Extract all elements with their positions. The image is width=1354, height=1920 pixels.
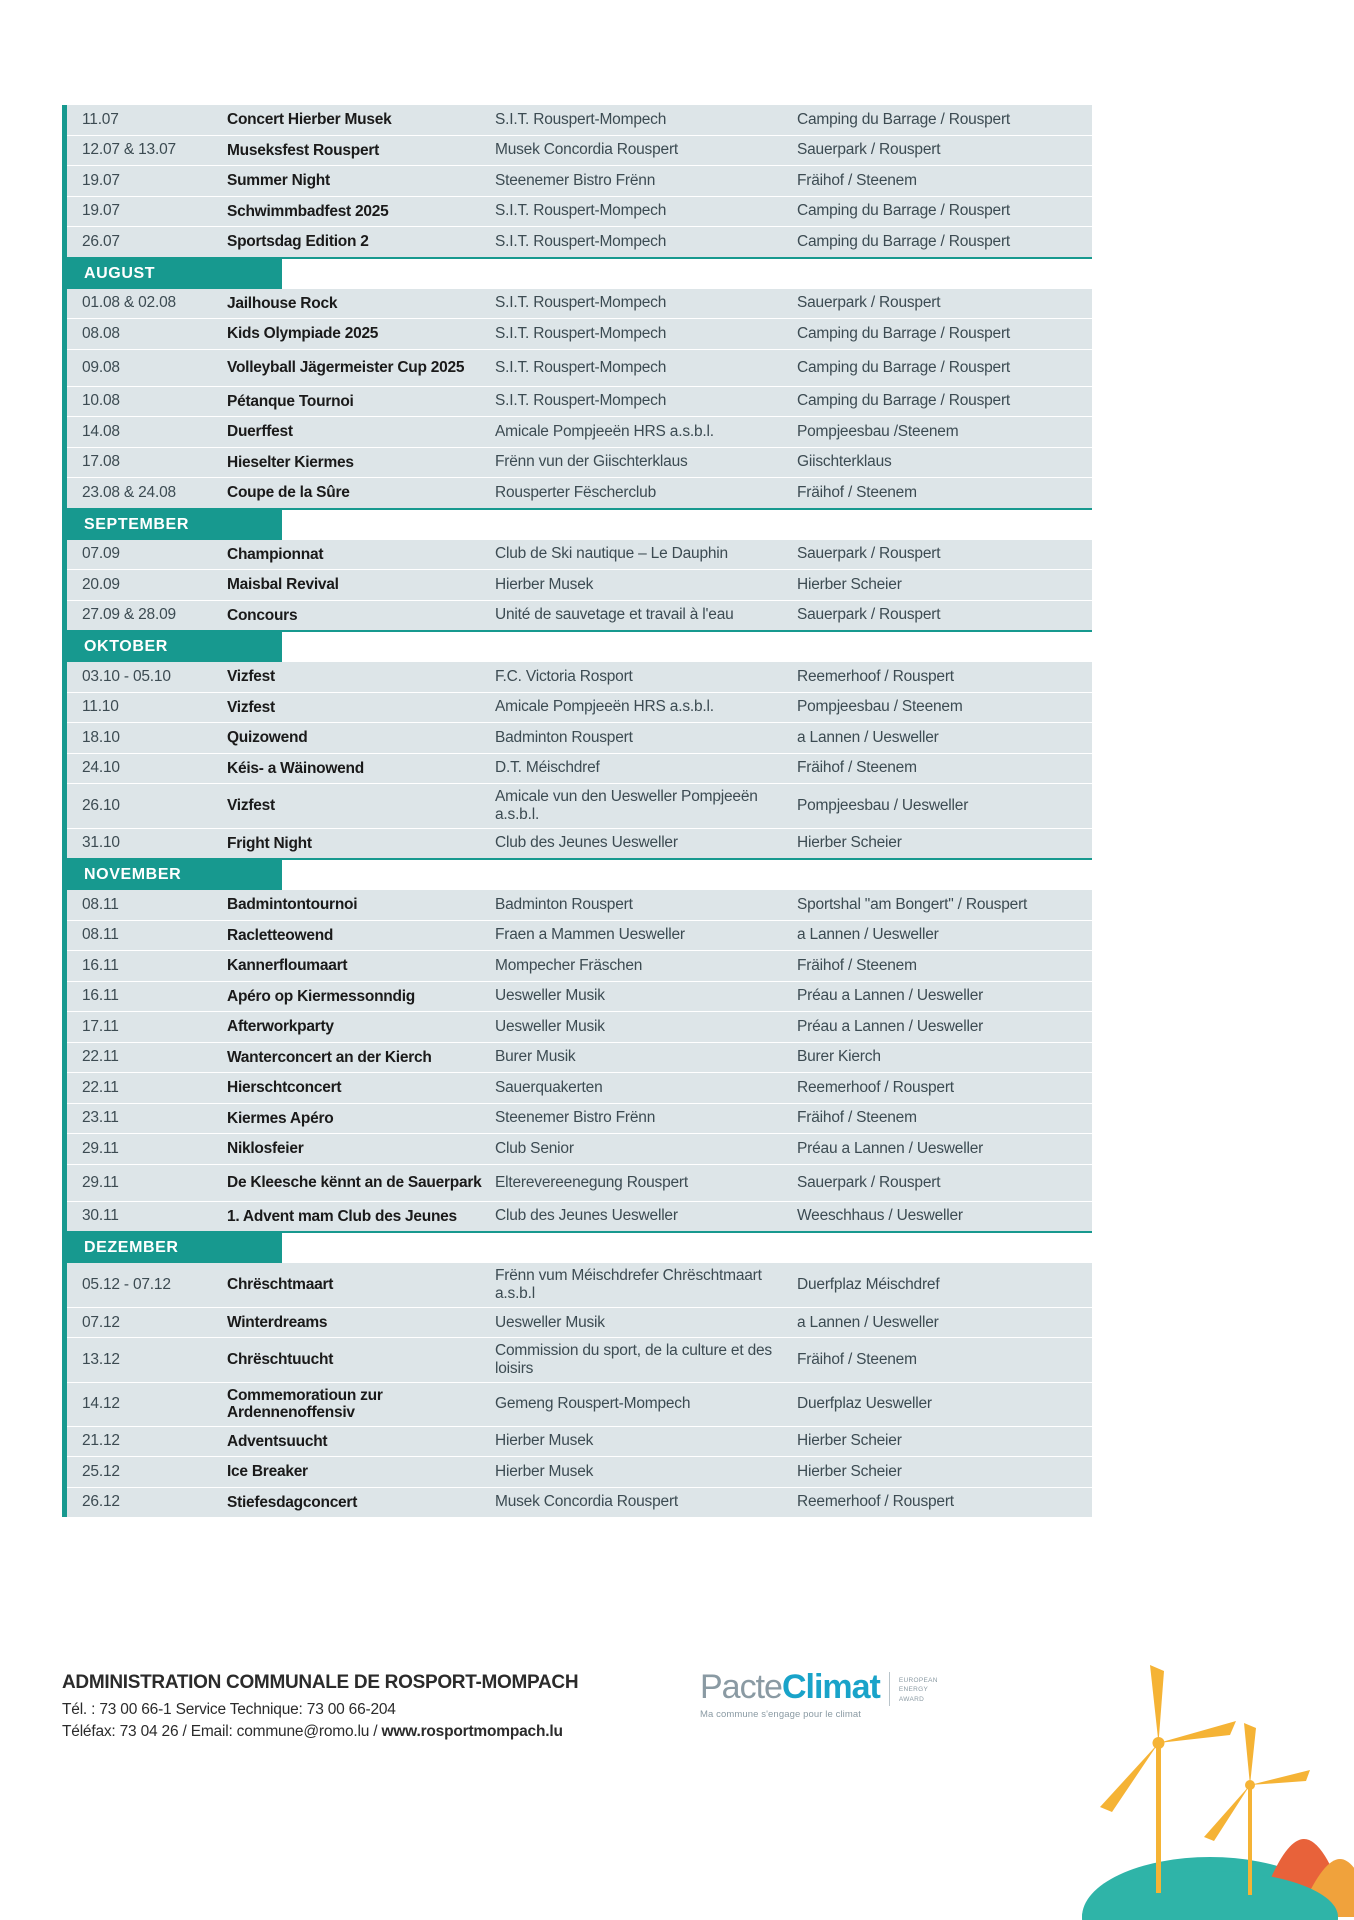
event-location: Reemerhoof / Rouspert xyxy=(797,667,954,685)
event-date: 19.07 xyxy=(82,202,120,220)
event-organiser: Uesweller Musik xyxy=(495,1017,605,1035)
event-title: Championnat xyxy=(227,545,324,563)
event-date: 22.11 xyxy=(82,1078,119,1096)
event-location: Camping du Barrage / Rouspert xyxy=(797,358,1011,376)
event-date: 26.07 xyxy=(82,232,120,250)
table-row xyxy=(67,1263,1092,1307)
event-organiser: Fraen a Mammen Uesweller xyxy=(495,926,685,944)
event-organiser: Amicale Pompjeeën HRS a.s.b.l. xyxy=(495,422,714,440)
windmill-graphic-svg xyxy=(1060,1655,1354,1920)
event-date: 27.09 & 28.09 xyxy=(82,606,176,624)
event-organiser: S.I.T. Rouspert-Mompech xyxy=(495,324,667,342)
event-organiser: Club des Jeunes Uesweller xyxy=(495,1207,678,1225)
event-title: Wanterconcert an der Kierch xyxy=(227,1048,432,1066)
event-location: Sauerpark / Rouspert xyxy=(797,606,941,624)
event-date: 14.12 xyxy=(82,1395,120,1413)
event-date: 31.10 xyxy=(82,834,120,852)
event-organiser: Hierber Musek xyxy=(495,575,594,593)
month-header-band xyxy=(62,1233,1092,1263)
event-organiser: Sauerquakerten xyxy=(495,1078,603,1096)
event-date: 30.11 xyxy=(82,1207,119,1225)
phone-line: Tél. : 73 00 66-1 Service Technique: 73 00 66-204 xyxy=(62,1701,396,1718)
event-organiser: Musek Concordia Rouspert xyxy=(495,1493,679,1511)
table-row xyxy=(67,693,1092,723)
event-title: Hierschtconcert xyxy=(227,1079,342,1097)
event-location: Camping du Barrage / Rouspert xyxy=(797,392,1011,410)
event-location: Fräihof / Steenem xyxy=(797,1351,917,1369)
event-location: Sauerpark / Rouspert xyxy=(797,294,941,312)
logo-word-climat: Climat xyxy=(781,1668,880,1706)
event-title: Winterdreams xyxy=(227,1313,328,1331)
month-label: NOVEMBER xyxy=(84,866,182,884)
event-title: 1. Advent mam Club des Jeunes xyxy=(227,1207,457,1225)
month-header-august xyxy=(62,259,282,289)
event-date: 17.08 xyxy=(82,453,120,471)
logo-word-pacte: Pacte xyxy=(700,1668,782,1706)
table-row xyxy=(67,754,1092,784)
table-row xyxy=(67,540,1092,570)
event-title: Ice Breaker xyxy=(227,1463,308,1481)
fax-email-line xyxy=(62,1723,1092,1741)
event-location: Weeschhaus / Uesweller xyxy=(797,1207,963,1225)
table-row xyxy=(67,890,1092,920)
event-organiser: Steenemer Bistro Frënn xyxy=(495,1109,656,1127)
event-location: a Lannen / Uesweller xyxy=(797,1313,939,1331)
event-date: 19.07 xyxy=(82,171,120,189)
event-organiser: Unité de sauvetage et travail à l'eau xyxy=(495,606,734,624)
event-title: Concours xyxy=(227,606,298,624)
table-row xyxy=(67,1134,1092,1164)
event-date: 08.08 xyxy=(82,324,120,342)
table-row xyxy=(67,448,1092,478)
event-date: 23.08 & 24.08 xyxy=(82,483,176,501)
event-title: Racletteowend xyxy=(227,926,334,944)
event-organiser: Amicale Pompjeeën HRS a.s.b.l. xyxy=(495,698,714,716)
table-row xyxy=(67,662,1092,692)
event-date: 03.10 - 05.10 xyxy=(82,667,171,685)
month-header-dezember xyxy=(62,1233,282,1263)
event-organiser: Hierber Musek xyxy=(495,1432,594,1450)
event-organiser: Uesweller Musik xyxy=(495,1313,605,1331)
table-row xyxy=(67,921,1092,951)
event-title: Adventsuucht xyxy=(227,1432,328,1450)
event-location: Camping du Barrage / Rouspert xyxy=(797,232,1011,250)
event-organiser: Gemeng Rouspert-Mompech xyxy=(495,1395,691,1413)
event-location: Sauerpark / Rouspert xyxy=(797,141,941,159)
event-location: Giischterklaus xyxy=(797,453,892,471)
calendar-body xyxy=(62,105,1092,1517)
event-location: Préau a Lannen / Uesweller xyxy=(797,987,984,1005)
event-date: 07.09 xyxy=(82,545,120,563)
event-organiser: S.I.T. Rouspert-Mompech xyxy=(495,358,667,376)
event-title: Chrëschtmaart xyxy=(227,1276,334,1294)
month-header-band xyxy=(62,860,1092,890)
award-line-2: ENERGY xyxy=(898,1686,929,1694)
month-header-oktober xyxy=(62,632,282,662)
event-location: Fräihof / Steenem xyxy=(797,956,917,974)
event-organiser: Rousperter Fëscherclub xyxy=(495,483,657,501)
table-row xyxy=(67,829,1092,859)
event-date: 11.07 xyxy=(82,110,119,128)
event-location: Pompjeesbau / Uesweller xyxy=(797,796,969,814)
event-organiser: S.I.T. Rouspert-Mompech xyxy=(495,202,667,220)
event-location: Duerfplaz Uesweller xyxy=(797,1395,932,1413)
event-organiser: Club de Ski nautique – Le Dauphin xyxy=(495,545,728,563)
table-row xyxy=(67,1012,1092,1042)
table-row xyxy=(67,1488,1092,1518)
event-date: 29.11 xyxy=(82,1173,119,1191)
event-location: Reemerhoof / Rouspert xyxy=(797,1493,954,1511)
table-row xyxy=(67,1308,1092,1338)
event-date: 11.10 xyxy=(82,698,119,716)
table-row xyxy=(67,1457,1092,1487)
event-date: 12.07 & 13.07 xyxy=(82,141,176,159)
event-location: Hierber Scheier xyxy=(797,834,902,852)
events-calendar-table xyxy=(62,105,1092,1517)
table-row xyxy=(67,289,1092,319)
event-location: a Lannen / Uesweller xyxy=(797,728,939,746)
event-location: Hierber Scheier xyxy=(797,1462,902,1480)
table-row xyxy=(67,166,1092,196)
event-date: 18.10 xyxy=(82,728,120,746)
event-location: Hierber Scheier xyxy=(797,575,902,593)
table-row xyxy=(67,723,1092,753)
event-location: Préau a Lannen / Uesweller xyxy=(797,1139,984,1157)
event-date: 22.11 xyxy=(82,1048,119,1066)
event-title: Museksfest Rouspert xyxy=(227,141,380,159)
event-location: a Lannen / Uesweller xyxy=(797,926,939,944)
event-title: Volleyball Jägermeister Cup 2025 xyxy=(227,358,465,376)
event-date: 26.12 xyxy=(82,1493,120,1511)
table-row xyxy=(67,1338,1092,1382)
website-link[interactable]: www.rosportmompach.lu xyxy=(381,1723,563,1740)
event-organiser: Amicale vun den Uesweller Pompjeeën a.s.b.l. xyxy=(495,788,758,823)
event-location: Duerfplaz Méischdref xyxy=(797,1276,940,1294)
event-date: 01.08 & 02.08 xyxy=(82,294,176,312)
table-row xyxy=(67,1165,1092,1201)
table-row xyxy=(67,1427,1092,1457)
table-row xyxy=(67,417,1092,447)
event-location: Préau a Lannen / Uesweller xyxy=(797,1017,984,1035)
table-row xyxy=(67,478,1092,508)
month-header-band xyxy=(62,259,1092,289)
event-date: 08.11 xyxy=(82,926,119,944)
event-title: Stiefesdagconcert xyxy=(227,1493,358,1511)
event-organiser: Steenemer Bistro Frënn xyxy=(495,171,656,189)
event-title: Maisbal Revival xyxy=(227,576,339,594)
event-title: Kiermes Apéro xyxy=(227,1109,334,1127)
event-organiser: Mompecher Fräschen xyxy=(495,956,643,974)
table-row xyxy=(67,784,1092,828)
event-organiser: Club Senior xyxy=(495,1139,574,1157)
event-title: Vizfest xyxy=(227,797,275,815)
event-title: De Kleesche kënnt an de Sauerpark xyxy=(227,1173,482,1191)
event-date: 20.09 xyxy=(82,575,120,593)
event-organiser: Musek Concordia Rouspert xyxy=(495,141,679,159)
event-title: Kids Olympiade 2025 xyxy=(227,325,379,343)
event-title: Schwimmbadfest 2025 xyxy=(227,202,389,220)
event-date: 21.12 xyxy=(82,1432,120,1450)
month-label: AUGUST xyxy=(84,264,156,282)
event-organiser: S.I.T. Rouspert-Mompech xyxy=(495,110,667,128)
event-date: 07.12 xyxy=(82,1313,120,1331)
event-location: Hierber Scheier xyxy=(797,1432,902,1450)
event-organiser: S.I.T. Rouspert-Mompech xyxy=(495,392,667,410)
event-title: Jailhouse Rock xyxy=(227,294,338,312)
table-row xyxy=(67,982,1092,1012)
commune-name: ADMINISTRATION COMMUNALE DE ROSPORT-MOMPACH xyxy=(62,1672,579,1693)
event-title: Commemoratioun zur Ardennenoffensiv xyxy=(227,1386,383,1422)
table-row xyxy=(67,1043,1092,1073)
event-date: 16.11 xyxy=(82,987,119,1005)
event-location: Pompjeesbau / Steenem xyxy=(797,698,963,716)
table-row xyxy=(67,1383,1092,1426)
event-title: Badmintontournoi xyxy=(227,896,358,914)
fax-email-text: Téléfax: 73 04 26 / Email: commune@romo.lu / xyxy=(62,1723,382,1740)
event-title: Afterworkparty xyxy=(227,1018,334,1036)
event-title: Vizfest xyxy=(227,668,275,686)
event-title: Duerffest xyxy=(227,423,293,441)
event-location: Fräihof / Steenem xyxy=(797,1109,917,1127)
table-row xyxy=(67,1202,1092,1232)
event-date: 09.08 xyxy=(82,358,120,376)
event-location: Pompjeesbau /Steenem xyxy=(797,422,959,440)
european-energy-award-badge xyxy=(899,1668,938,1704)
event-date: 29.11 xyxy=(82,1139,119,1157)
month-header-band xyxy=(62,632,1092,662)
event-organiser: Club des Jeunes Uesweller xyxy=(495,834,678,852)
event-date: 23.11 xyxy=(82,1109,119,1127)
event-date: 26.10 xyxy=(82,796,120,814)
month-label: OKTOBER xyxy=(84,638,168,655)
event-location: Reemerhoof / Rouspert xyxy=(797,1078,954,1096)
event-title: Kannerfloumaart xyxy=(227,957,348,975)
event-organiser: Elterevereenegung Rouspert xyxy=(495,1173,688,1191)
event-organiser: F.C. Victoria Rosport xyxy=(495,667,633,685)
event-location: Fräihof / Steenem xyxy=(797,759,917,777)
event-organiser: S.I.T. Rouspert-Mompech xyxy=(495,294,667,312)
event-location: Sauerpark / Rouspert xyxy=(797,545,941,563)
award-line-3: AWARD xyxy=(898,1695,925,1703)
event-title: Quizowend xyxy=(227,729,308,747)
event-date: 25.12 xyxy=(82,1462,120,1480)
event-date: 14.08 xyxy=(82,422,120,440)
event-location: Fräihof / Steenem xyxy=(797,171,917,189)
event-title: Niklosfeier xyxy=(227,1140,304,1158)
event-title: Coupe de la Sûre xyxy=(227,484,350,502)
table-row xyxy=(67,387,1092,417)
event-title: Summer Night xyxy=(227,172,330,190)
event-title: Kéis- a Wäinowend xyxy=(227,759,364,777)
event-location: Camping du Barrage / Rouspert xyxy=(797,202,1011,220)
month-header-band xyxy=(62,510,1092,540)
event-organiser: Uesweller Musik xyxy=(495,987,605,1005)
event-organiser: Frënn vun der Giischterklaus xyxy=(495,453,688,471)
event-organiser: Burer Musik xyxy=(495,1048,576,1066)
logo-wordmark-row xyxy=(700,1668,980,1707)
award-line-1: EUROPEAN xyxy=(898,1677,938,1684)
event-date: 13.12 xyxy=(82,1351,120,1369)
table-row xyxy=(67,1104,1092,1134)
table-row xyxy=(67,1073,1092,1103)
table-row xyxy=(67,601,1092,631)
event-organiser: Badminton Rouspert xyxy=(495,728,633,746)
event-date: 10.08 xyxy=(82,392,120,410)
table-row xyxy=(67,319,1092,349)
event-title: Vizfest xyxy=(227,698,275,716)
event-title: Apéro op Kiermessonndig xyxy=(227,987,416,1005)
pacte-climat-logo xyxy=(700,1668,980,1720)
month-header-september xyxy=(62,510,282,540)
event-location: Fräihof / Steenem xyxy=(797,483,917,501)
event-organiser: Badminton Rouspert xyxy=(495,895,633,913)
event-title: Hieselter Kiermes xyxy=(227,453,354,471)
event-title: Chrëschtuucht xyxy=(227,1351,334,1369)
month-header-november xyxy=(62,860,282,890)
event-date: 16.11 xyxy=(82,956,119,974)
table-row xyxy=(67,136,1092,166)
event-organiser: Commission du sport, de la culture et des loisirs xyxy=(495,1342,772,1378)
event-date: 05.12 - 07.12 xyxy=(82,1275,171,1293)
event-title: Sportsdag Edition 2 xyxy=(227,233,369,251)
table-row xyxy=(67,227,1092,257)
windmill-illustration xyxy=(1060,1655,1354,1920)
event-location: Camping du Barrage / Rouspert xyxy=(797,324,1011,342)
event-location: Camping du Barrage / Rouspert xyxy=(797,110,1011,128)
logo-divider xyxy=(889,1672,890,1706)
event-date: 17.11 xyxy=(82,1017,119,1035)
month-label: DEZEMBER xyxy=(84,1239,179,1257)
event-organiser: D.T. Méischdref xyxy=(495,759,600,777)
event-title: Pétanque Tournoi xyxy=(227,392,354,410)
table-row xyxy=(67,197,1092,227)
table-row xyxy=(67,570,1092,600)
event-location: Sauerpark / Rouspert xyxy=(797,1173,941,1191)
table-row xyxy=(67,350,1092,386)
event-date: 24.10 xyxy=(82,759,120,777)
event-organiser: Frënn vum Méischdrefer Chrëschtmaart a.s.b.l xyxy=(495,1267,762,1302)
table-row xyxy=(67,105,1092,135)
event-title: Concert Hierber Musek xyxy=(227,111,392,129)
event-organiser: Hierber Musek xyxy=(495,1462,594,1480)
event-location: Sportshal "am Bongert" / Rouspert xyxy=(797,895,1028,913)
event-location: Burer Kierch xyxy=(797,1048,881,1066)
logo-tagline: Ma commune s'engage pour le climat xyxy=(700,1709,861,1720)
month-label: SEPTEMBER xyxy=(84,515,189,533)
event-date: 08.11 xyxy=(82,895,119,913)
event-title: Fright Night xyxy=(227,834,312,852)
table-row xyxy=(67,951,1092,981)
event-organiser: S.I.T. Rouspert-Mompech xyxy=(495,232,667,250)
